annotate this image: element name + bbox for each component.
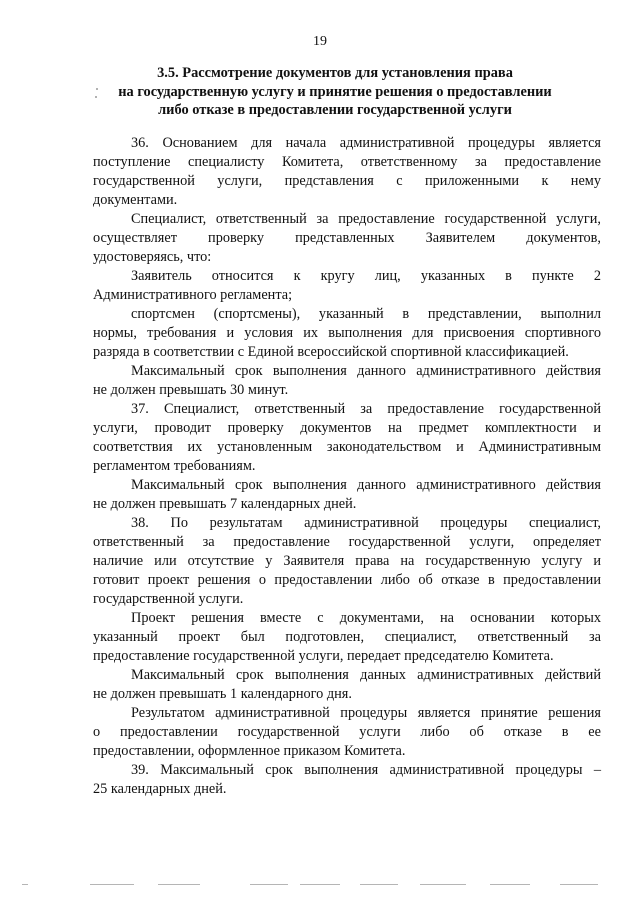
paragraph-line: не должен превышать 30 минут. [93,382,289,398]
paragraph [93,514,601,609]
paragraph-line: 39. Максимальный срок выполнения административной процедуры – [131,762,601,778]
paragraph-line: 37. Специалист, ответственный за предоставление государственной [131,401,601,417]
paragraph-line: не должен превышать 7 календарных дней. [93,496,357,512]
paragraph [93,400,601,476]
paragraph [93,305,601,362]
paragraph [93,666,601,704]
paragraph-line: государственной услуги. [93,591,244,607]
paragraph [93,362,601,400]
paragraph-line: 25 календарных дней. [93,781,227,797]
paragraph [93,704,601,761]
scan-speck [95,96,97,98]
page-number: 19 [313,34,327,49]
scan-artifact-marks [0,884,640,888]
paragraph-line: разряда в соответствии с Единой всероссийской спортивной классификацией. [93,344,569,360]
section-heading-line: на государственную услугу и принятие решения о предоставлении [118,83,552,100]
section-heading-line: либо отказе в предоставлении государственной услуги [158,102,512,118]
paragraph [93,210,601,267]
section-heading [90,64,580,120]
paragraph-line: удостоверяясь, что: [93,249,212,265]
paragraph-line: Проект решения вместе с документами, на основании которых [131,610,601,626]
paragraph [93,761,601,799]
paragraph-line: нормы, требования и условия их выполнения для присвоения спортивного [93,325,601,341]
paragraph-line: соответствия их установленным законодательством и Административным [93,439,601,455]
paragraph [93,609,601,666]
paragraph-line: Заявитель относится к кругу лиц, указанных в пункте 2 [131,268,601,284]
paragraph-line: 36. Основанием для начала административной процедуры является [131,135,601,151]
paragraph-line: Результатом административной процедуры является принятие решения [131,705,601,721]
paragraph-line: регламентом требованиям. [93,458,256,474]
paragraph-line: не должен превышать 1 календарного дня. [93,686,352,702]
paragraph-line: государственной услуги, представления с приложенными к нему [93,173,601,189]
paragraph-line: Максимальный срок выполнения данного административного действия [131,363,601,379]
paragraph-line: ответственный за предоставление государственной услуги, определяет [93,534,601,550]
document-body [93,134,601,799]
paragraph-line: указанный проект был подготовлен, специалист, ответственный за [93,629,601,645]
paragraph-line: Специалист, ответственный за предоставление государственной услуги, [131,211,601,227]
paragraph-line: наличие или отсутствие у Заявителя права на государственную услугу и [93,553,601,569]
paragraph-line: Максимальный срок выполнения данных административных действий [131,667,601,683]
scan-speck [96,88,98,90]
section-heading-line: 3.5. Рассмотрение документов для установления права [157,65,513,81]
paragraph-line: готовит проект решения о предоставлении либо об отказе в предоставлении [93,572,601,588]
paragraph-line: предоставление государственной услуги, передает председателю Комитета. [93,648,554,664]
paragraph-line: осуществляет проверку представленных Заявителем документов, [93,230,601,246]
paragraph-line: спортсмен (спортсмены), указанный в представлении, выполнил [131,306,601,322]
paragraph [93,134,601,210]
paragraph [93,476,601,514]
paragraph [93,267,601,305]
paragraph-line: предоставлении, оформленное приказом Комитета. [93,743,406,759]
paragraph-line: Административного регламента; [93,287,293,303]
paragraph-line: о предоставлении государственной услуги либо об отказе в ее [93,724,601,740]
paragraph-line: Максимальный срок выполнения данного административного действия [131,477,601,493]
paragraph-line: документами. [93,192,178,208]
paragraph-line: поступление специалисту Комитета, ответственному за предоставление [93,154,601,170]
paragraph-line: 38. По результатам административной процедуры специалист, [131,515,601,531]
paragraph-line: услуги, проводит проверку документов на предмет комплектности и [93,420,601,436]
